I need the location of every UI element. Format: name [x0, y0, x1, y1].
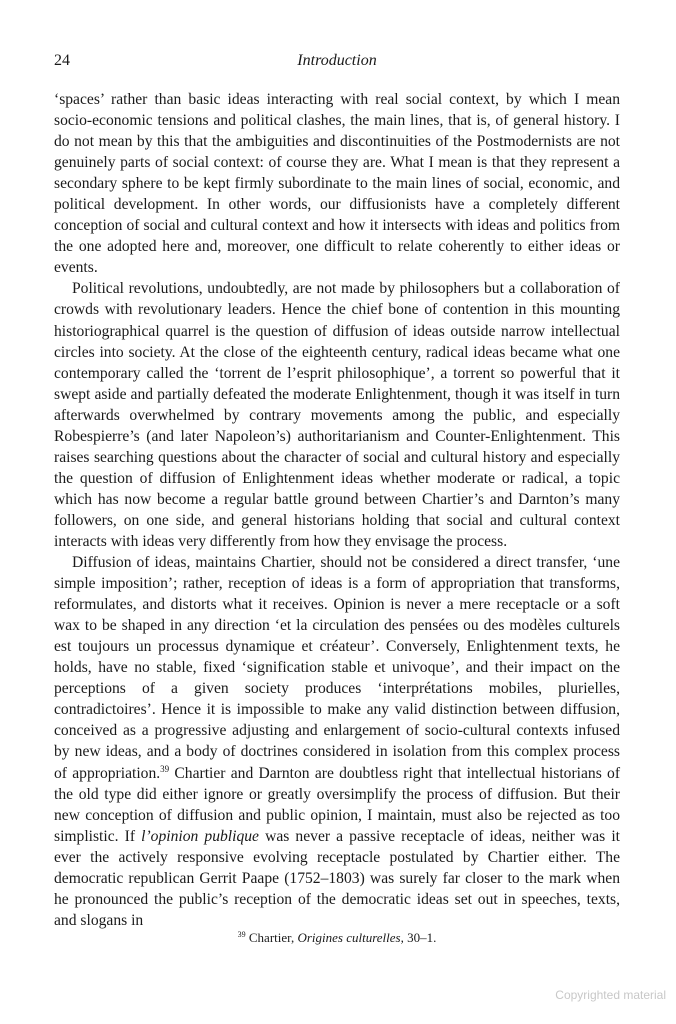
- paragraph-3-part-b: Chartier and Darnton are doubtless right that intellectual historians of the old type did either ignore or greatly oversimplify the process of diffusion. But their new conception of diffusion and public opinion, I maintain, must also be rejected as too simplistic. If: [54, 764, 621, 845]
- footnote-author: Chartier,: [248, 930, 295, 945]
- paragraph-2: Political revolutions, undoubtedly, are not made by philosophers but a collaboration of crowds with revolutionary leaders. Hence the chief bone of contention in this mounting historiographical quarrel is the question of diffusion of ideas outside narrow intellectual circles into society. At the close of the eighteenth century, radical ideas became what one contemporary called the ‘torrent de l’esprit philosophique’, a torrent so powerful that it swept aside and partially defeated the moderate Enlightenment, though it was itself in turn afterwards overwhelmed by contrary movements among the public, and especially Robespierre’s (and later Napoleon’s) authoritarianism and Counter-Enlightenment. This raises searching questions about the character of social and cultural history and especially the question of diffusion of Enlightenment ideas whether moderate or radical, a topic which has now become a regular battle ground between Chartier’s and Darnton’s many followers, on one side, and general historians holding that social and cultural context interacts with ideas very differently from how they envisage the process.: [54, 280, 620, 550]
- footnote: [54, 930, 620, 946]
- footnote-pages: 30–1.: [407, 930, 437, 945]
- footnote-title: Origines culturelles,: [297, 930, 404, 945]
- running-head: Introduction: [297, 52, 377, 69]
- paragraph-3-part-a: Diffusion of ideas, maintains Chartier, should not be considered a direct transfer, ‘une simple imposition’; rather, reception of ideas is a form of appropriation that transforms, reformulates, and distorts what it receives. Opinion is never a mere receptacle or a soft wax to be shaped in any direction ‘et la circulation des pensées ou des modèles culturels est toujours un processus dynamique et créateur’. Conversely, Enlightenment texts, he holds, have no stable, fixed ‘signification stable et univoque’, and their impact on the perceptions of a given society produces ‘interprétations mobiles, plurielles, contradictoires’. Hence it is impossible to make any valid distinction between diffusion, conceived as a progressive adjusting and enlargement of socio-cultural contexts infused by new ideas, and a body of doctrines considered in isolation from this complex process of appropriation.: [54, 554, 620, 782]
- paragraph-3-italic-phrase: l’opinion publique: [141, 827, 259, 845]
- body-text: [54, 89, 620, 931]
- page-number: 24: [54, 52, 70, 69]
- footnote-ref-39[interactable]: 39: [160, 763, 170, 774]
- paragraph-3: [54, 552, 620, 931]
- paragraph-3-part-c: was never a passive receptacle of ideas, neither was it ever the actively responsive evolving receptacle postulated by Chartier either. The democratic republican Gerrit Paape (1752–1803) was surely far closer to the mark when he pronounced the public’s reception of the democratic ideas set out in speeches, texts, and slogans in: [54, 827, 620, 929]
- paragraph-1: ‘spaces’ rather than basic ideas interacting with real social context, by which I mean socio-economic tensions and political clashes, the main lines, that is, of general history. I do not mean by this that the ambiguities and discontinuities of the Postmodernists are not genuinely parts of social context: of course they are. What I mean is that they represent a secondary sphere to be kept firmly subordinate to the main lines of social, economic, and political development. In other words, our diffusionists have a completely different conception of social and cultural context and how it intersects with ideas and politics from the one adopted here and, moreover, one difficult to relate coherently to either ideas or events.: [54, 91, 620, 277]
- footnote-number: 39: [237, 930, 246, 939]
- copyright-watermark: Copyrighted material: [555, 988, 666, 1002]
- page-header: [54, 52, 620, 76]
- book-page: [54, 52, 621, 945]
